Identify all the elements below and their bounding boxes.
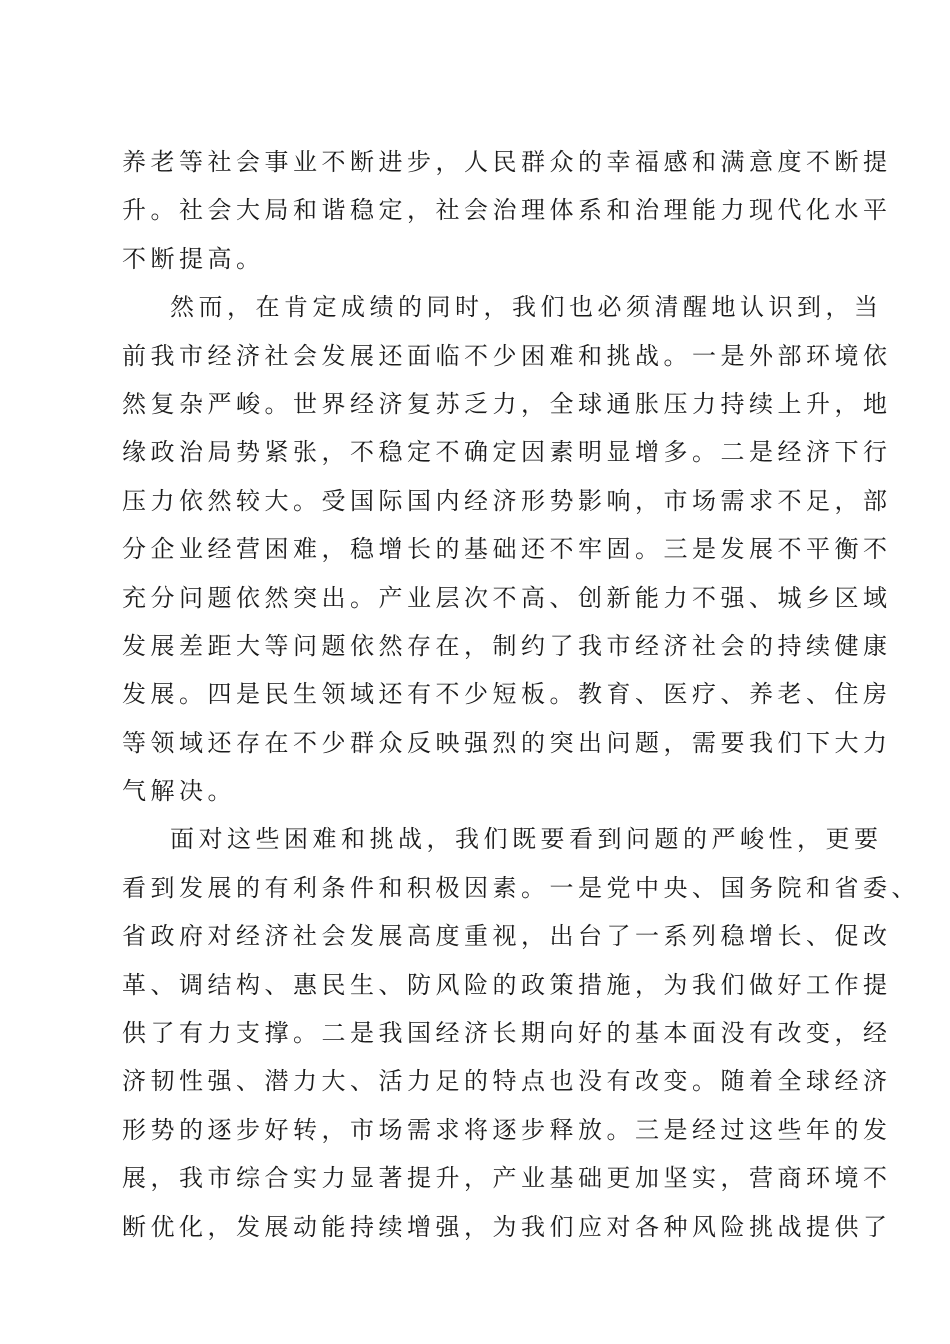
paragraph-1	[122, 138, 892, 283]
text-line: 济韧性强、潜力大、活力足的特点也没有改变。随着全球经济	[122, 1067, 892, 1096]
text-line: 供了有力支撑。二是我国经济长期向好的基本面没有改变，经	[122, 1019, 892, 1048]
text-line: 气解决。	[122, 777, 236, 806]
text-line: 形势的逐步好转，市场需求将逐步释放。三是经过这些年的发	[122, 1115, 892, 1144]
paragraph-3	[122, 815, 920, 1251]
text-line: 前我市经济社会发展还面临不少困难和挑战。一是外部环境依	[122, 341, 892, 370]
text-line: 然而，在肯定成绩的同时，我们也必须清醒地认识到，当	[170, 293, 883, 322]
text-line: 分企业经营困难，稳增长的基础还不牢固。三是发展不平衡不	[122, 535, 892, 564]
text-line: 然复杂严峻。世界经济复苏乏力，全球通胀压力持续上升，地	[122, 389, 892, 418]
text-line: 断优化，发展动能持续增强，为我们应对各种风险挑战提供了	[122, 1212, 892, 1241]
text-line: 升。社会大局和谐稳定，社会治理体系和治理能力现代化水平	[122, 196, 892, 225]
text-line: 省政府对经济社会发展高度重视，出台了一系列稳增长、促改	[122, 922, 892, 951]
body-text	[122, 138, 920, 1251]
text-line: 缘政治局势紧张，不稳定不确定因素明显增多。二是经济下行	[122, 438, 892, 467]
text-line: 等领域还存在不少群众反映强烈的突出问题，需要我们下大力	[122, 728, 892, 757]
text-line: 展，我市综合实力显著提升，产业基础更加坚实，营商环境不	[122, 1164, 892, 1193]
text-line: 革、调结构、惠民生、防风险的政策措施，为我们做好工作提	[122, 970, 892, 999]
text-line: 充分问题依然突出。产业层次不高、创新能力不强、城乡区域	[122, 583, 892, 612]
text-line: 养老等社会事业不断进步，人民群众的幸福感和满意度不断提	[122, 148, 892, 176]
text-line: 压力依然较大。受国际国内经济形势影响，市场需求不足，部	[122, 486, 892, 515]
text-line: 看到发展的有利条件和积极因素。一是党中央、国务院和省委、	[122, 873, 920, 902]
text-line: 不断提高。	[122, 244, 265, 273]
text-line: 发展。四是民生领域还有不少短板。教育、医疗、养老、住房	[122, 680, 892, 709]
text-line: 发展差距大等问题依然存在，制约了我市经济社会的持续健康	[122, 631, 892, 660]
paragraph-2	[122, 283, 892, 815]
text-line: 面对这些困难和挑战，我们既要看到问题的严峻性，更要	[170, 825, 883, 854]
